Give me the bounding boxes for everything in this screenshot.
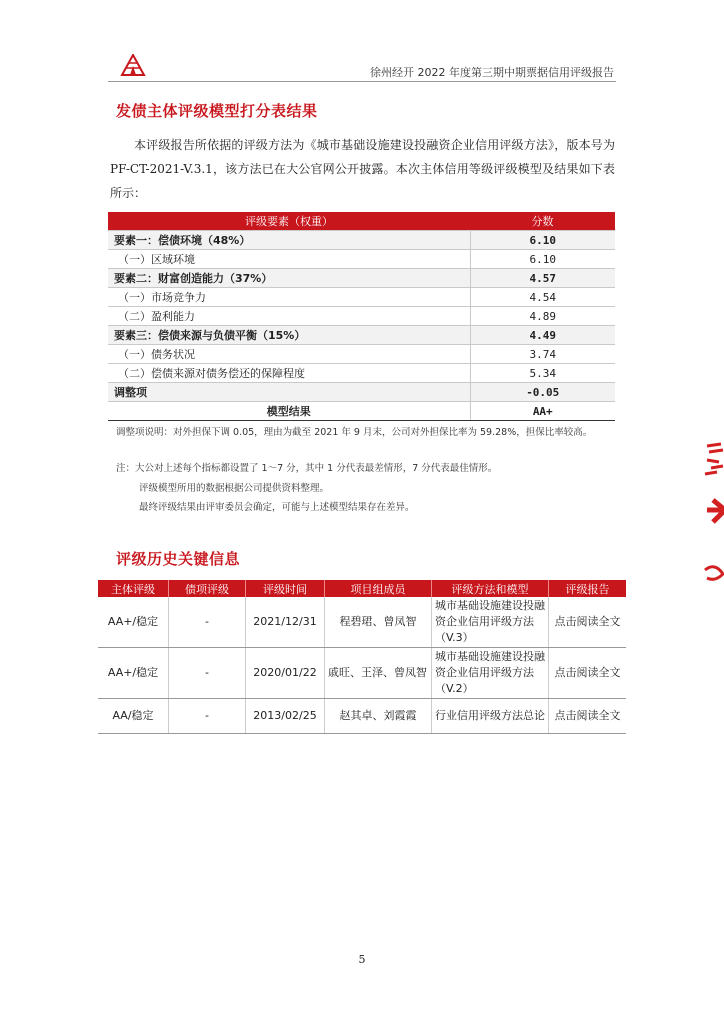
- page-number: 5: [358, 953, 366, 966]
- team-members: 程碧珺、曾凤智: [325, 597, 432, 648]
- table-row: [108, 307, 615, 326]
- issue-rating: -: [169, 597, 246, 648]
- footnote-2: 评级模型所用的数据根据公司提供资料整理。: [139, 483, 330, 494]
- score-table: [108, 212, 615, 421]
- rating-date: 2020/01/22: [246, 648, 325, 699]
- issue-rating: -: [169, 648, 246, 699]
- factor-name: 模型结果: [108, 402, 470, 421]
- factor-score: 4.54: [470, 288, 615, 307]
- table-row: [108, 364, 615, 383]
- table-row: [108, 326, 615, 345]
- factor-score: AA+: [470, 402, 615, 421]
- entity-rating: AA+/稳定: [98, 648, 169, 699]
- factor-name: 要素三：偿债来源与负债平衡（15%）: [108, 326, 470, 345]
- table-row: [108, 231, 615, 250]
- read-report-link[interactable]: 点击阅读全文: [549, 597, 627, 648]
- factor-score: 6.10: [470, 250, 615, 269]
- table-row: [108, 269, 615, 288]
- factor-score: 4.57: [470, 269, 615, 288]
- rating-history-table: [98, 580, 626, 734]
- header-title: 徐州经开 2022 年度第三期中期票据信用评级报告: [370, 66, 614, 79]
- factor-score: 3.74: [470, 345, 615, 364]
- factor-score: 4.49: [470, 326, 615, 345]
- rating-date: 2013/02/25: [246, 699, 325, 734]
- factor-name: 要素一：偿债环境（48%）: [108, 231, 470, 250]
- col-header-report: 评级报告: [549, 580, 627, 597]
- table-row: [108, 250, 615, 269]
- rating-method: 行业信用评级方法总论: [432, 699, 549, 734]
- factor-score: 5.34: [470, 364, 615, 383]
- seal-stamp-icon: [703, 440, 724, 590]
- table-row: [98, 648, 626, 699]
- col-header-method: 评级方法和模型: [432, 580, 549, 597]
- factor-score: 4.89: [470, 307, 615, 326]
- entity-rating: AA/稳定: [98, 699, 169, 734]
- table-row: [98, 597, 626, 648]
- col-header-factor: 评级要素（权重）: [108, 212, 470, 231]
- col-header-rating-date: 评级时间: [246, 580, 325, 597]
- issue-rating: -: [169, 699, 246, 734]
- adjustment-note: 调整项说明：对外担保下调 0.05，理由为截至 2021 年 9 月末，公司对外担保比率为 59.28%，担保比率较高。: [116, 427, 593, 438]
- factor-name: 调整项: [108, 383, 470, 402]
- factor-name: 要素二：财富创造能力（37%）: [108, 269, 470, 288]
- rating-method: 城市基础设施建设投融资企业信用评级方法（V.3）: [432, 597, 549, 648]
- table-row: [108, 345, 615, 364]
- read-report-link[interactable]: 点击阅读全文: [549, 699, 627, 734]
- col-header-team-members: 项目组成员: [325, 580, 432, 597]
- col-header-entity-rating: 主体评级: [98, 580, 169, 597]
- factor-name: （二）偿债来源对债务偿还的保障程度: [108, 364, 470, 383]
- factor-name: （一）债务状况: [108, 345, 470, 364]
- entity-rating: AA+/稳定: [98, 597, 169, 648]
- table-row: [108, 402, 615, 421]
- col-header-issue-rating: 债项评级: [169, 580, 246, 597]
- team-members: 戚旺、王泽、曾凤智: [325, 648, 432, 699]
- score-table-header: [108, 212, 615, 231]
- factor-name: （二）盈利能力: [108, 307, 470, 326]
- table-row: [98, 699, 626, 734]
- dagong-logo-icon: [120, 54, 146, 76]
- table-row: [108, 383, 615, 402]
- rating-date: 2021/12/31: [246, 597, 325, 648]
- table-row: [108, 288, 615, 307]
- factor-name: （一）区域环境: [108, 250, 470, 269]
- history-table-header: [98, 580, 626, 597]
- rating-method: 城市基础设施建设投融资企业信用评级方法（V.2）: [432, 648, 549, 699]
- factor-score: 6.10: [470, 231, 615, 250]
- intro-paragraph: 本评级报告所依据的评级方法为《城市基础设施建设投融资企业信用评级方法》，版本号为 PF-CT-2021-V.3.1，该方法已在大公官网公开披露。本次主体信用等级评级模型及结果如下表所示：: [110, 138, 615, 200]
- section-title-history: 评级历史关键信息: [116, 550, 241, 568]
- team-members: 赵其卓、刘霞霞: [325, 699, 432, 734]
- factor-name: （一）市场竞争力: [108, 288, 470, 307]
- footnote-1: 注：大公对上述每个指标都设置了 1～7 分，其中 1 分代表最差情形，7 分代表最佳情形。: [116, 463, 498, 474]
- read-report-link[interactable]: 点击阅读全文: [549, 648, 627, 699]
- col-header-score: 分数: [470, 212, 615, 231]
- section-title-model: 发债主体评级模型打分表结果: [116, 102, 318, 120]
- header-divider: [108, 81, 616, 82]
- footnote-3: 最终评级结果由评审委员会确定，可能与上述模型结果存在差异。: [139, 502, 415, 513]
- factor-score: -0.05: [470, 383, 615, 402]
